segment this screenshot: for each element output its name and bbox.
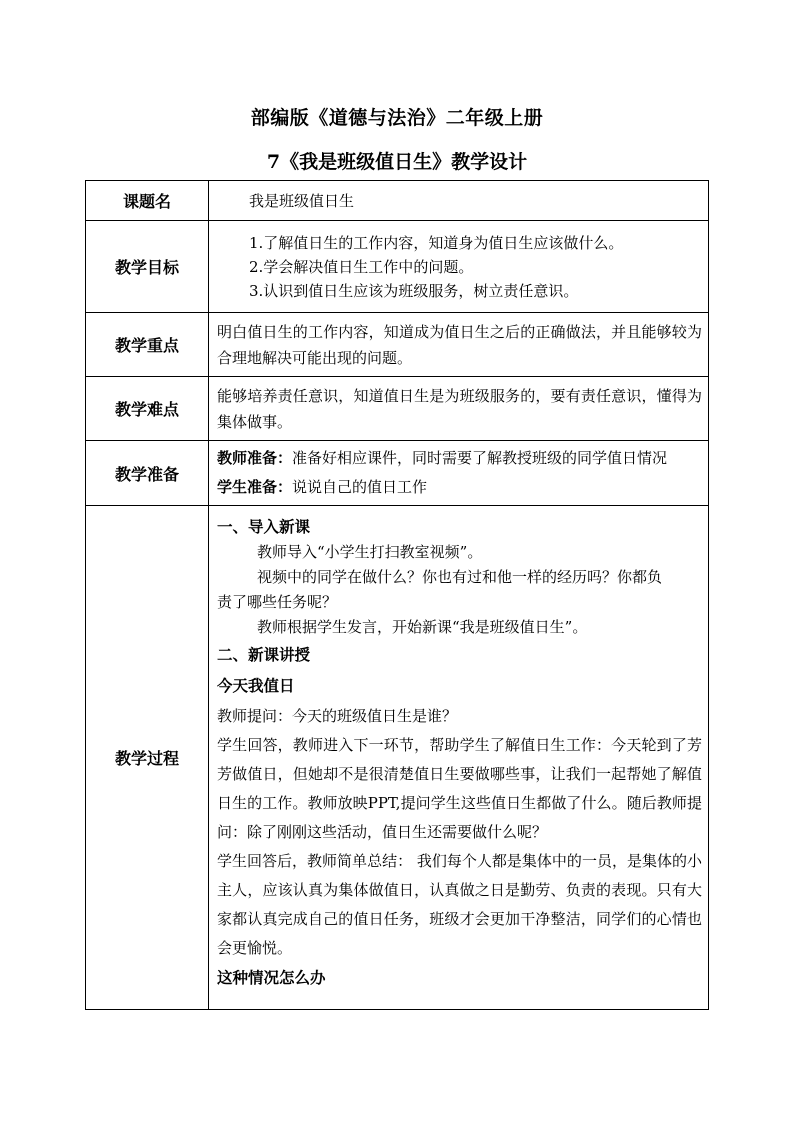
table-row-difficulties <box>86 377 709 441</box>
subheading-what-to-do: 这种情况怎么办 <box>217 968 326 987</box>
goals-label: 教学目标 <box>86 221 209 313</box>
teacher-prep-text: 准备好相应课件，同时需要了解教授班级的同学值日情况 <box>292 449 668 467</box>
subheading-today-duty: 今天我值日 <box>217 676 295 695</box>
section-heading-new-lesson: 二、新课讲授 <box>217 645 311 664</box>
goal-item-2: 2.学会解决值日生工作中的问题。 <box>249 257 474 276</box>
process-label: 教学过程 <box>86 506 209 1010</box>
section-heading-intro: 一、导入新课 <box>217 517 311 536</box>
table-row-process <box>86 506 709 1010</box>
process-paragraph-1: 教师提问：今天的班级值日生是谁？ <box>217 707 458 725</box>
difficulties-label: 教学难点 <box>86 377 209 441</box>
intro-paragraph-1: 教师导入“小学生打扫教室视频”。 <box>257 543 483 561</box>
student-prep-label: 学生准备： <box>217 478 293 496</box>
intro-paragraph-3: 教师根据学生发言，开始新课“我是班级值日生”。 <box>257 618 588 636</box>
intro-paragraph-2b: 责了哪些任务呢？ <box>217 593 338 611</box>
teacher-prep-label: 教师准备： <box>217 449 293 467</box>
intro-paragraph-2a: 视频中的同学在做什么？你也有过和他一样的经历吗？你都负 <box>257 568 663 586</box>
table-row-goals <box>86 221 709 313</box>
goal-item-3: 3.认识到值日生应该为班级服务，树立责任意识。 <box>249 281 579 300</box>
process-paragraph-2: 学生回答，教师进入下一环节，帮助学生了解值日生工作：今天轮到了芳芳做值日，但她却不是很清楚值日生要做哪些事，让我们一起帮她了解值日生的工作。教师放映PPT,提问学生这些值日生都做了什么。随后教师提问：除了刚刚这些活动，值日生还需要做什么呢？ <box>217 736 702 841</box>
lesson-plan-table <box>85 180 709 1010</box>
table-row-key-points <box>86 313 709 377</box>
key-points-text: 明白值日生的工作内容，知道成为值日生之后的正确做法，并且能够较为合理地解决可能出现的问题。 <box>217 322 702 367</box>
goal-item-1: 1.了解值日生的工作内容，知道身为值日生应该做什么。 <box>249 233 624 252</box>
key-points-label: 教学重点 <box>86 313 209 377</box>
student-prep-text: 说说自己的值日工作 <box>292 478 428 496</box>
document-subtitle: 7《我是班级值日生》教学设计 <box>266 151 528 173</box>
difficulties-text: 能够培养责任意识，知道值日生是为班级服务的，要有责任意识，懂得为集体做事。 <box>217 386 702 431</box>
topic-label: 课题名 <box>86 181 209 221</box>
table-row-topic <box>86 181 709 221</box>
document-title: 部编版《道德与法治》二年级上册 <box>250 107 544 129</box>
preparation-label: 教学准备 <box>86 441 209 506</box>
process-paragraph-3: 学生回答后，教师简单总结： 我们每个人都是集体中的一员，是集体的小主人，应该认真为集体做值日，认真做之日是勤劳、负责的表现。只有大家都认真完成自己的值日任务，班级才会更加干净整洁，同学们的心情也会更愉悦。 <box>217 852 702 957</box>
table-row-preparation <box>86 441 709 506</box>
topic-value: 我是班级值日生 <box>249 191 355 210</box>
